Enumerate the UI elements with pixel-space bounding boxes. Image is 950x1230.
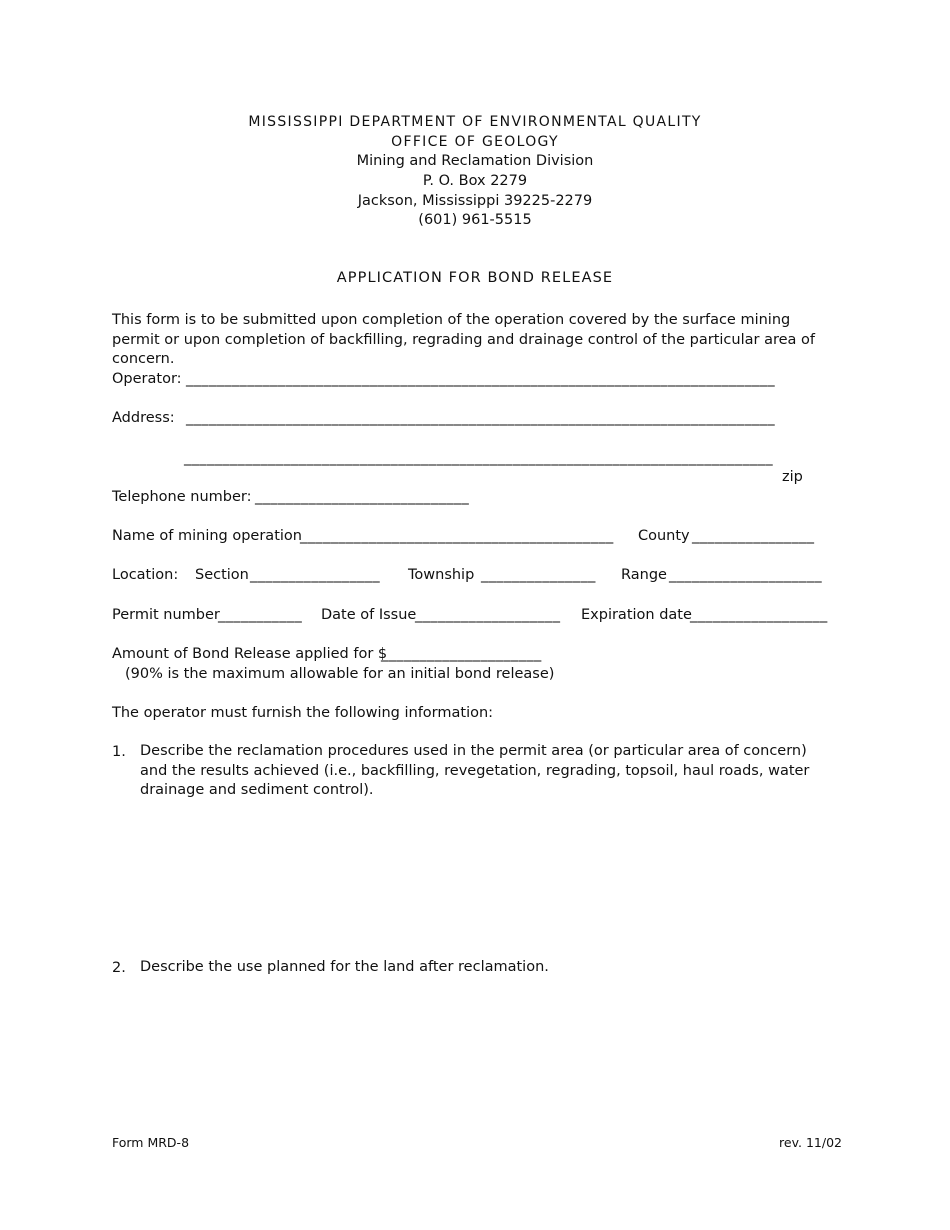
location-label: Location:: [112, 567, 179, 583]
bond-note: (90% is the maximum allowable for an initial bond release): [125, 666, 555, 682]
bond-amount-field[interactable]: _____________________: [381, 646, 542, 662]
item-number: 2.: [112, 960, 126, 976]
intro-paragraph: This form is to be submitted upon completion of the operation covered by the surface mining permit or upon completion of backfilling, regrading and drainage control of the particular area of concern.: [112, 312, 815, 367]
operator-field[interactable]: _____________________________________________________________________________: [186, 371, 776, 387]
date-of-issue-label: Date of Issue: [321, 607, 417, 623]
section-label: Section: [195, 567, 249, 583]
expiration-date-label: Expiration date: [581, 607, 692, 623]
address-label: Address:: [112, 410, 175, 426]
section-field[interactable]: _________________: [250, 567, 381, 583]
date-of-issue-field[interactable]: ___________________: [415, 607, 561, 623]
bond-amount-label: Amount of Bond Release applied for $: [112, 646, 388, 662]
mining-operation-field[interactable]: _________________________________________: [300, 528, 614, 544]
form-id: Form MRD-8: [112, 1135, 190, 1150]
item-number: 1.: [112, 744, 126, 760]
telephone-label: Telephone number:: [112, 489, 252, 505]
range-label: Range: [621, 567, 667, 583]
township-label: Township: [408, 567, 475, 583]
county-field[interactable]: ________________: [692, 528, 815, 544]
expiration-date-field[interactable]: __________________: [690, 607, 828, 623]
permit-number-label: Permit number: [112, 607, 220, 623]
permit-number-field[interactable]: ___________: [218, 607, 303, 623]
county-label: County: [638, 528, 690, 544]
po-box: P. O. Box 2279: [422, 173, 528, 189]
division-name: Mining and Reclamation Division: [356, 153, 594, 169]
form-title: APPLICATION FOR BOND RELEASE: [336, 270, 614, 286]
address-line-2-field[interactable]: _____________________________________________________________________________: [184, 450, 774, 466]
item-text: Describe the use planned for the land after reclamation.: [140, 959, 549, 975]
office-name: OFFICE OF GEOLOGY: [391, 134, 559, 150]
address-line-1-field[interactable]: _____________________________________________________________________________: [186, 410, 776, 426]
agency-phone: (601) 961-5515: [418, 212, 532, 228]
agency-name: MISSISSIPPI DEPARTMENT OF ENVIRONMENTAL QUALITY: [248, 114, 702, 130]
range-field[interactable]: ____________________: [669, 567, 822, 583]
item-text: Describe the reclamation procedures used in the permit area (or particular area of concern) and the results achieved (i.e., backfilling, revegetation, regrading, topsoil, haul roads, water drainage and sediment control).: [140, 743, 810, 798]
zip-label: zip: [782, 469, 803, 485]
operator-label: Operator:: [112, 371, 182, 387]
mining-operation-label: Name of mining operation: [112, 528, 302, 544]
revision-date: rev. 11/02: [779, 1135, 842, 1150]
township-field[interactable]: _______________: [481, 567, 596, 583]
telephone-field[interactable]: ____________________________: [255, 489, 470, 505]
instructions-text: The operator must furnish the following information:: [112, 705, 494, 721]
city-state-zip: Jackson, Mississippi 39225-2279: [357, 193, 593, 209]
